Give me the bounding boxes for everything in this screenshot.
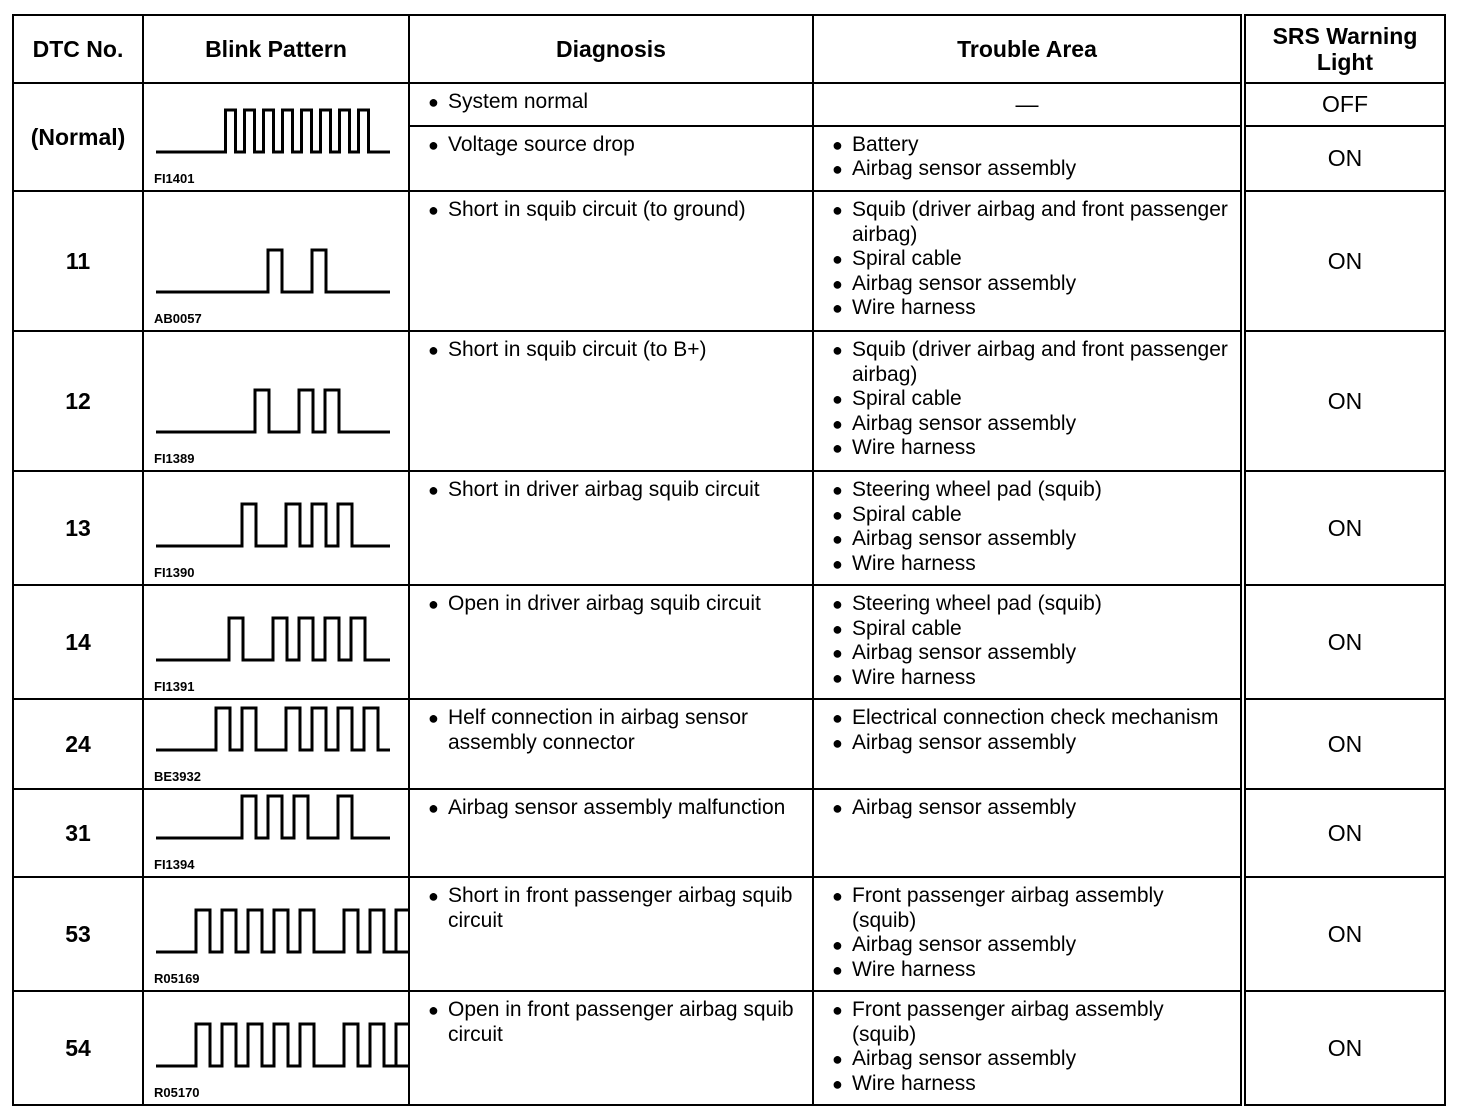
table-row — [13, 585, 1445, 699]
trouble-area-none: — — [1015, 90, 1039, 117]
trouble-area-text: Wire harness — [852, 1071, 976, 1095]
srs-warning-light-status: ON — [1243, 877, 1445, 991]
trouble-area-text: Airbag sensor assembly — [852, 271, 1077, 295]
figure-id: R05170 — [154, 1085, 200, 1100]
bullet-icon: ● — [832, 298, 843, 318]
bullet-icon: ● — [832, 935, 843, 955]
bullet-icon: ● — [832, 708, 843, 728]
table-row — [13, 699, 1445, 789]
diagnosis-item — [428, 796, 804, 821]
waveform-trace — [156, 618, 390, 660]
diagnosis-text: Short in front passenger airbag squib circuit — [448, 884, 793, 932]
bullet-icon: ● — [832, 618, 843, 639]
trouble-area-text: Wire harness — [852, 551, 976, 575]
diagnosis-text: Helf connection in airbag sensor assembly connector — [448, 706, 749, 754]
waveform-trace — [156, 796, 390, 838]
trouble-area-item — [832, 706, 1232, 731]
bullet-icon: ● — [832, 340, 843, 360]
waveform-trace — [156, 250, 390, 292]
table-row — [13, 83, 1445, 126]
trouble-area-text: Wire harness — [852, 665, 976, 689]
trouble-area-item — [832, 731, 1232, 756]
header-srs-warning-light: SRS Warning Light — [1243, 15, 1445, 83]
diagnosis-item — [428, 884, 804, 933]
trouble-area-cell — [813, 585, 1243, 699]
trouble-area-cell — [813, 471, 1243, 585]
trouble-area-cell — [813, 191, 1243, 331]
blink-pattern-cell — [143, 83, 409, 191]
bullet-icon: ● — [832, 529, 843, 549]
trouble-area-item — [832, 338, 1232, 387]
trouble-area-text: Steering wheel pad (squib) — [852, 592, 1102, 615]
diagnosis-item — [428, 706, 804, 755]
bullet-icon: ● — [832, 134, 843, 155]
trouble-area-item — [832, 592, 1232, 617]
bullet-icon: ● — [832, 504, 843, 525]
diagnosis-cell — [409, 331, 813, 471]
table-row — [13, 789, 1445, 877]
trouble-area-text: Airbag sensor assembly — [852, 796, 1077, 819]
trouble-area-cell — [813, 991, 1243, 1105]
dtc-code: 24 — [13, 699, 143, 789]
waveform-trace — [156, 504, 390, 546]
diagnosis-cell — [409, 83, 813, 126]
figure-id: FI1401 — [154, 171, 195, 186]
diagnosis-text: Open in driver airbag squib circuit — [448, 592, 761, 615]
trouble-area-cell — [813, 126, 1243, 191]
waveform-trace — [156, 390, 390, 432]
trouble-area-item — [832, 198, 1232, 247]
header-row — [13, 15, 1445, 83]
trouble-area-item — [832, 666, 1232, 691]
header-dtc: DTC No. — [13, 15, 143, 83]
srs-warning-light-status: ON — [1243, 471, 1445, 585]
bullet-icon: ● — [832, 667, 843, 688]
dtc-code: 53 — [13, 877, 143, 991]
trouble-area-text: Airbag sensor assembly — [852, 933, 1077, 956]
trouble-area-cell — [813, 83, 1243, 126]
diagnosis-cell — [409, 126, 813, 191]
waveform-trace — [156, 910, 410, 952]
diagnosis-text: System normal — [448, 90, 589, 113]
bullet-icon: ● — [832, 1000, 843, 1020]
bullet-icon: ● — [832, 413, 843, 434]
table-body — [13, 83, 1445, 1105]
waveform-trace — [156, 110, 390, 152]
diagnosis-text: Short in squib circuit (to B+) — [448, 338, 707, 361]
trouble-area-text: Front passenger airbag assembly (squib) — [852, 998, 1164, 1046]
trouble-area-item — [832, 933, 1232, 958]
trouble-area-text: Front passenger airbag assembly (squib) — [852, 884, 1164, 932]
figure-id: BE3932 — [154, 769, 201, 784]
bullet-icon: ● — [428, 200, 439, 220]
diagnosis-cell — [409, 471, 813, 585]
header-diagnosis: Diagnosis — [409, 15, 813, 83]
trouble-area-text: Airbag sensor assembly — [852, 157, 1077, 181]
trouble-area-item — [832, 247, 1232, 272]
blink-pattern-cell — [143, 585, 409, 699]
trouble-area-item — [832, 998, 1232, 1047]
bullet-icon: ● — [428, 594, 439, 614]
bullet-icon: ● — [832, 732, 843, 753]
blink-pattern-cell — [143, 699, 409, 789]
table-row — [13, 877, 1445, 991]
trouble-area-text: Spiral cable — [852, 502, 962, 526]
trouble-area-item — [832, 552, 1232, 577]
trouble-area-text: Wire harness — [852, 436, 976, 459]
diagnosis-item — [428, 478, 804, 503]
trouble-area-text: Wire harness — [852, 296, 976, 319]
diagnosis-item — [428, 90, 804, 115]
waveform-trace — [156, 1024, 410, 1066]
trouble-area-item — [832, 958, 1232, 983]
diagnosis-text: Short in driver airbag squib circuit — [448, 478, 760, 501]
trouble-area-item — [832, 884, 1232, 933]
diagnosis-item — [428, 198, 804, 223]
trouble-area-item — [832, 503, 1232, 528]
diagnosis-cell — [409, 585, 813, 699]
trouble-area-text: Airbag sensor assembly — [852, 730, 1077, 754]
trouble-area-cell — [813, 699, 1243, 789]
waveform-trace — [156, 708, 390, 750]
bullet-icon: ● — [832, 249, 843, 269]
dtc-code: (Normal) — [13, 83, 143, 191]
bullet-icon: ● — [428, 708, 439, 728]
diagnosis-cell — [409, 699, 813, 789]
dtc-code: 11 — [13, 191, 143, 331]
figure-id: FI1391 — [154, 679, 195, 694]
bullet-icon: ● — [832, 643, 843, 663]
trouble-area-text: Airbag sensor assembly — [852, 411, 1077, 435]
diagnosis-item — [428, 338, 804, 363]
trouble-area-item — [832, 436, 1232, 461]
figure-id: R05169 — [154, 971, 200, 986]
diagnosis-item — [428, 133, 804, 158]
bullet-icon: ● — [428, 134, 439, 155]
blink-pattern-cell — [143, 789, 409, 877]
bullet-icon: ● — [428, 1000, 439, 1020]
dtc-code: 54 — [13, 991, 143, 1105]
srs-warning-light-status: ON — [1243, 991, 1445, 1105]
trouble-area-item — [832, 1072, 1232, 1097]
bullet-icon: ● — [832, 553, 843, 574]
table-row — [13, 991, 1445, 1105]
trouble-area-item — [832, 527, 1232, 552]
trouble-area-cell — [813, 877, 1243, 991]
diagnosis-text: Open in front passenger airbag squib circuit — [448, 998, 794, 1046]
table-row — [13, 191, 1445, 331]
trouble-area-item — [832, 478, 1232, 503]
blink-pattern-cell — [143, 191, 409, 331]
bullet-icon: ● — [832, 1073, 843, 1094]
trouble-area-item — [832, 1047, 1232, 1072]
figure-id: FI1394 — [154, 857, 195, 872]
trouble-area-item — [832, 796, 1232, 821]
table-row — [13, 471, 1445, 585]
srs-warning-light-status: ON — [1243, 331, 1445, 471]
bullet-icon: ● — [832, 1049, 843, 1069]
trouble-area-cell — [813, 331, 1243, 471]
srs-warning-light-status: ON — [1243, 699, 1445, 789]
trouble-area-text: Airbag sensor assembly — [852, 1047, 1077, 1070]
srs-warning-light-status: ON — [1243, 789, 1445, 877]
bullet-icon: ● — [832, 886, 843, 906]
table-row — [13, 331, 1445, 471]
blink-pattern-cell — [143, 471, 409, 585]
bullet-icon: ● — [832, 200, 843, 220]
blink-pattern-cell — [143, 991, 409, 1105]
srs-warning-light-status: ON — [1243, 191, 1445, 331]
diagnosis-cell — [409, 191, 813, 331]
dtc-code: 31 — [13, 789, 143, 877]
srs-warning-light-status: ON — [1243, 126, 1445, 191]
trouble-area-item — [832, 133, 1232, 158]
blink-pattern-cell — [143, 331, 409, 471]
trouble-area-text: Squib (driver airbag and front passenger airbag) — [852, 198, 1228, 246]
trouble-area-text: Spiral cable — [852, 387, 962, 410]
figure-id: FI1389 — [154, 451, 195, 466]
figure-id: FI1390 — [154, 565, 195, 580]
trouble-area-item — [832, 641, 1232, 666]
figure-id: AB0057 — [154, 311, 202, 326]
trouble-area-text: Battery — [852, 132, 919, 156]
blink-pattern-cell — [143, 877, 409, 991]
bullet-icon: ● — [428, 340, 439, 360]
bullet-icon: ● — [832, 594, 843, 614]
trouble-area-item — [832, 387, 1232, 412]
blink-pattern-waveform — [144, 332, 410, 470]
trouble-area-item — [832, 157, 1232, 182]
dtc-code: 13 — [13, 471, 143, 585]
bullet-icon: ● — [832, 438, 843, 458]
trouble-area-text: Spiral cable — [852, 247, 962, 270]
trouble-area-text: Steering wheel pad (squib) — [852, 478, 1102, 501]
diagnosis-cell — [409, 877, 813, 991]
header-trouble-area: Trouble Area — [813, 15, 1243, 83]
bullet-icon: ● — [832, 389, 843, 409]
dtc-table — [12, 14, 1446, 1106]
trouble-area-text: Airbag sensor assembly — [852, 641, 1077, 664]
diagnosis-text: Short in squib circuit (to ground) — [448, 198, 746, 221]
trouble-area-text: Spiral cable — [852, 616, 962, 640]
dtc-code: 14 — [13, 585, 143, 699]
bullet-icon: ● — [428, 886, 439, 906]
bullet-icon: ● — [832, 480, 843, 500]
trouble-area-text: Wire harness — [852, 957, 976, 981]
trouble-area-item — [832, 617, 1232, 642]
dtc-code: 12 — [13, 331, 143, 471]
trouble-area-text: Electrical connection check mechanism — [852, 706, 1219, 729]
bullet-icon: ● — [428, 92, 439, 112]
diagnosis-item — [428, 592, 804, 617]
bullet-icon: ● — [428, 798, 439, 818]
trouble-area-item — [832, 296, 1232, 321]
blink-pattern-waveform — [144, 192, 410, 330]
header-blink-pattern: Blink Pattern — [143, 15, 409, 83]
trouble-area-text: Airbag sensor assembly — [852, 527, 1077, 550]
srs-warning-light-status: ON — [1243, 585, 1445, 699]
diagnosis-text: Airbag sensor assembly malfunction — [448, 796, 786, 819]
trouble-area-cell — [813, 789, 1243, 877]
diagnosis-text: Voltage source drop — [448, 132, 635, 156]
diagnosis-cell — [409, 991, 813, 1105]
bullet-icon: ● — [832, 273, 843, 294]
diagnosis-item — [428, 998, 804, 1047]
trouble-area-item — [832, 412, 1232, 437]
bullet-icon: ● — [832, 159, 843, 180]
bullet-icon: ● — [428, 480, 439, 500]
diagnosis-cell — [409, 789, 813, 877]
trouble-area-text: Squib (driver airbag and front passenger airbag) — [852, 338, 1228, 386]
trouble-area-item — [832, 272, 1232, 297]
srs-warning-light-status: OFF — [1243, 83, 1445, 126]
bullet-icon: ● — [832, 798, 843, 818]
bullet-icon: ● — [832, 959, 843, 980]
